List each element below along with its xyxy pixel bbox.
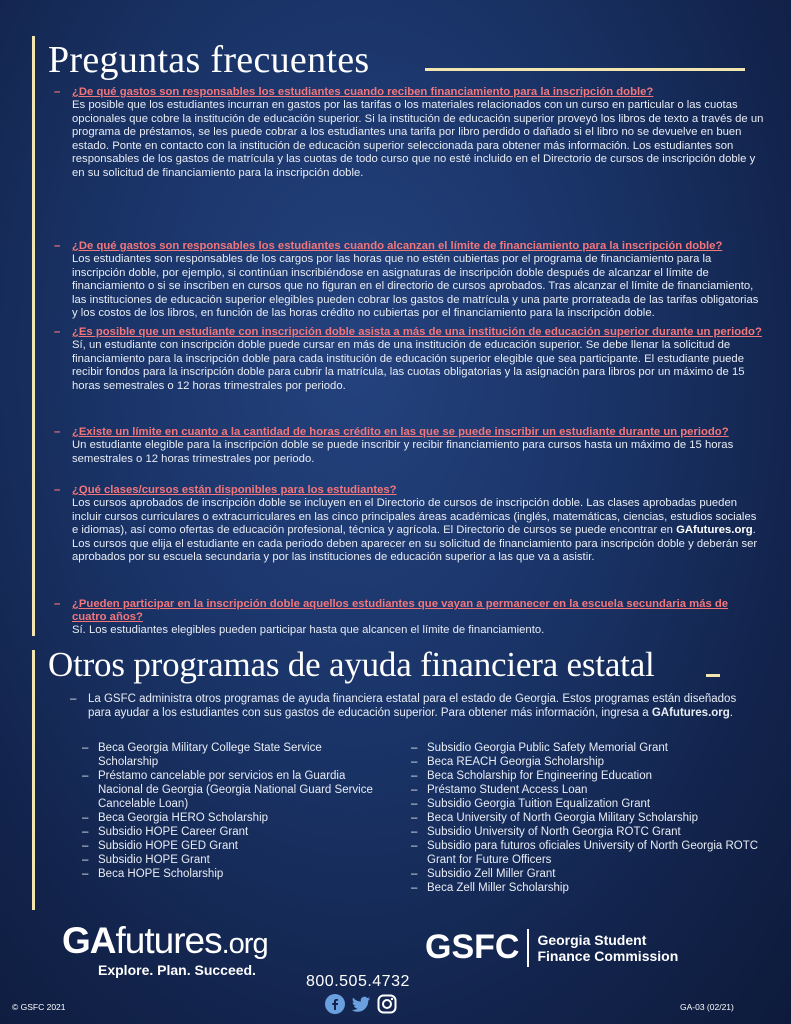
- programs-list-right: [411, 741, 766, 895]
- program-item: – Subsidio HOPE Grant: [82, 854, 210, 866]
- section-accent-bar: [32, 650, 35, 910]
- programs-title-underline: [706, 674, 720, 677]
- faq-answer: Es posible que los estudiantes incurran en gastos por las tarifas o los materiales relacionados con un curso en particular o las cuotas opcionales que cobre la institución de educación superior. Si la institución de educación superior proveyó los libros de texto a través de un programa de préstamos, se les puede cobrar a los estudiantes una tarifa por libro perdido o dañado si el libro no se devuelve en buen estado. Ponte en contacto con la institución de educación superior seleccionada para obtener más información. Los estudiantes son responsables de los gastos de matrícula y las cuotas de todo curso que no esté incluido en el Directorio de cursos de inscripción doble y en su solicitud de financiamiento para la inscripción doble.: [72, 99, 764, 179]
- faq-answer: Los cursos aprobados de inscripción doble se incluyen en el Directorio de cursos de inscripción doble. Las clases aprobadas pueden incluir cursos curriculares o extracurriculares en las cinco principales áreas académicas (inglés, matemáticas, ciencias, estudios sociales e idiomas), así como ofertas de educación profesional, técnica y agrícola. El Directorio de cursos se puede encontrar en GAfutures.org. Los cursos que elija el estudiante en cada periodo deben aparecer en su solicitud de financiamiento para inscripción doble y deberán ser aprobados por su escuela secundaria y por las instituciones de educación superior a las que va a asistir.: [72, 497, 758, 564]
- faq-question: – ¿De qué gastos son responsables los estudiantes cuando reciben financiamiento para la inscripción doble?: [54, 86, 654, 98]
- program-item: – Beca HOPE Scholarship: [82, 868, 224, 880]
- faq-question: – ¿De qué gastos son responsables los estudiantes cuando alcanzan el límite de financiamiento para la inscripción doble?: [54, 240, 723, 252]
- faq-question: – ¿Pueden participar en la inscripción doble aquellos estudiantes que vayan a permanecer en la escuela secundaria más de cuatro años?: [54, 598, 729, 623]
- facebook-icon[interactable]: [325, 994, 345, 1014]
- program-item: – Subsidio Georgia Tuition Equalization Grant: [411, 798, 651, 810]
- program-item: – Subsidio Zell Miller Grant: [411, 868, 556, 880]
- social-links: [325, 994, 397, 1014]
- faq-item: [54, 86, 764, 181]
- faq-item: [54, 426, 764, 466]
- program-item: – Subsidio HOPE Career Grant: [82, 826, 249, 838]
- program-item: – Beca Zell Miller Scholarship: [411, 882, 569, 894]
- faq-answer: Sí, un estudiante con inscripción doble puede cursar en más de una institución de educación superior. Se debe llenar la solicitud de financiamiento para la inscripción doble para cada institución de educación superior elegible que sea participante. El estudiante puede recibir fondos para la inscripción doble para cubrir la matrícula, las cuotas obligatorias y la asignación para libros por un máximo de 15 horas semestrales o 12 horas trimestrales por periodo.: [72, 339, 745, 392]
- twitter-icon[interactable]: [351, 994, 371, 1014]
- program-item: – Préstamo cancelable por servicios en la Guardia Nacional de Georgia (Georgia National Guard Service Cancelable Loan): [82, 770, 373, 810]
- phone-number[interactable]: 800.505.4732: [306, 973, 410, 990]
- program-item: – Subsidio University of North Georgia ROTC Grant: [411, 826, 681, 838]
- programs-list-left: [82, 741, 382, 881]
- programs-title: Otros programas de ayuda financiera estatal: [48, 645, 655, 684]
- faq-question: – ¿Qué clases/cursos están disponibles para los estudiantes?: [54, 484, 397, 496]
- program-item: – Beca Georgia Military College State Service Scholarship: [82, 742, 322, 768]
- program-item: – Subsidio para futuros oficiales University of North Georgia ROTC Grant for Future Officers: [411, 840, 759, 866]
- program-item: – Beca University of North Georgia Military Scholarship: [411, 812, 698, 824]
- faq-item: [54, 598, 764, 638]
- program-item: – Beca REACH Georgia Scholarship: [411, 756, 605, 768]
- faq-title: Preguntas frecuentes: [48, 39, 370, 81]
- faq-answer: Un estudiante elegible para la inscripción doble se puede inscribir y recibir financiamiento para cursos hasta un máximo de 15 horas semestrales o 12 horas trimestrales por periodo.: [72, 439, 734, 465]
- header-accent-bar: [32, 36, 35, 636]
- program-item: – Subsidio Georgia Public Safety Memorial Grant: [411, 742, 668, 754]
- program-item: – Beca Georgia HERO Scholarship: [82, 812, 269, 824]
- faq-title-underline: [425, 68, 745, 71]
- gafutures-link[interactable]: GAfutures.org: [651, 707, 730, 719]
- programs-intro: – La GSFC administra otros programas de ayuda financiera estatal para el estado de Georgia. Estos programas están diseñados para ayudar a los estudiantes con sus gastos de educación superior. Para obtener más información, ingresa a GAfutures.org.: [70, 693, 737, 719]
- program-item: – Beca Scholarship for Engineering Education: [411, 770, 653, 782]
- faq-question: – ¿Es posible que un estudiante con inscripción doble asista a más de una institución de educación superior durante un periodo?: [54, 326, 762, 338]
- faq-item: [54, 484, 764, 565]
- document-code: GA-03 (02/21): [680, 1002, 734, 1012]
- faq-question: – ¿Existe un límite en cuanto a la cantidad de horas crédito en las que se puede inscribir un estudiante durante un periodo?: [54, 426, 729, 438]
- program-item: – Subsidio HOPE GED Grant: [82, 840, 238, 852]
- faq-item: [54, 240, 764, 321]
- copyright: © GSFC 2021: [12, 1002, 66, 1012]
- gsfc-logo: GSFC Georgia Student Finance Commission: [425, 928, 679, 966]
- gafutures-logo[interactable]: GAfutures.org Explore. Plan. Succeed.: [62, 920, 268, 978]
- gafutures-tagline: Explore. Plan. Succeed.: [98, 962, 256, 978]
- program-item: – Préstamo Student Access Loan: [411, 784, 588, 796]
- faq-item: [54, 326, 764, 393]
- gafutures-link[interactable]: GAfutures.org: [676, 524, 753, 537]
- faq-answer: Los estudiantes son responsables de los cargos por las horas que no estén cubiertas por el programa de financiamiento para la inscripción doble, por ejemplo, si continúan inscribiéndose en asignaturas de inscripción doble después de alcanzar el límite de financiamiento o si se inscriben en cursos que no figuran en el directorio de cursos aprobados. Tras alcanzar el límite de financiamiento, las instituciones de educación superior elegibles pueden cobrar los gastos de matrícula y una parte prorrateada de las tarifas obligatorias y los costos de los libros, en función de las horas crédito no cubiertas por el financiamiento para la inscripción doble.: [72, 253, 759, 320]
- instagram-icon[interactable]: [377, 994, 397, 1014]
- faq-answer: Sí. Los estudiantes elegibles pueden participar hasta que alcancen el límite de financiamiento.: [72, 624, 545, 636]
